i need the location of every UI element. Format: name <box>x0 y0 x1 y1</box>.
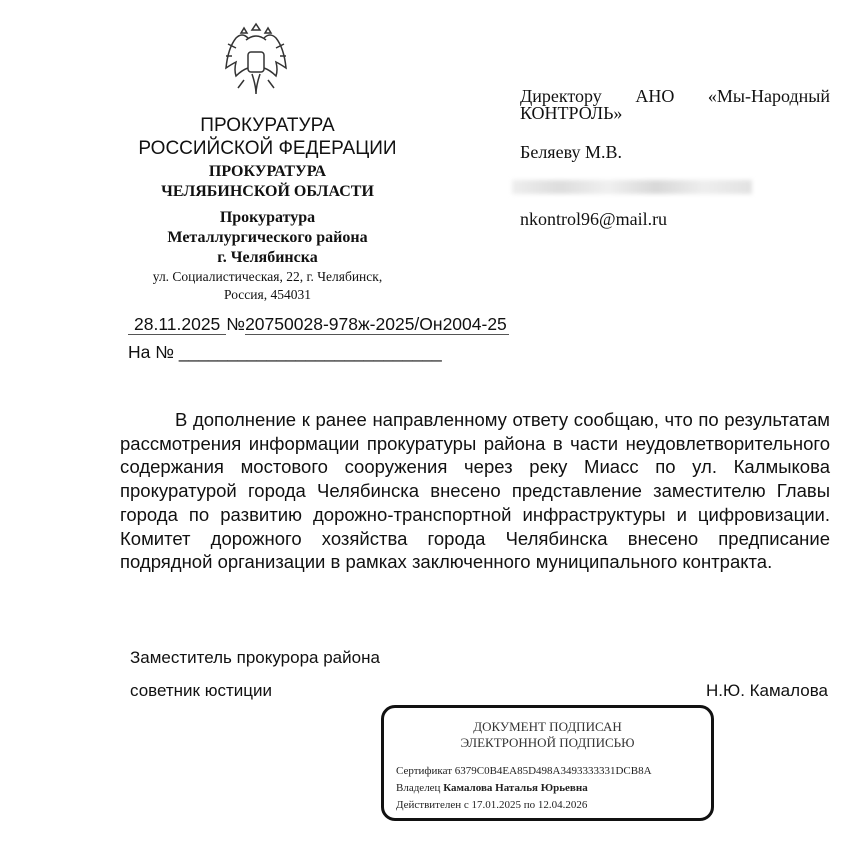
sender-line: Металлургического района <box>167 229 368 246</box>
owner-label: Владелец <box>396 782 441 794</box>
sender-line: РОССИЙСКОЙ ФЕДЕРАЦИИ <box>138 138 397 159</box>
sender-line: ПРОКУРАТУРА <box>200 115 335 136</box>
reply-blank: ___________________________ <box>178 342 442 362</box>
sender-line: ПРОКУРАТУРА <box>208 163 327 180</box>
certificate-owner: Камалова Наталья Юрьевна <box>443 782 588 794</box>
letter-number: 20750028-978ж-2025/Он2004-25 <box>245 314 507 334</box>
reply-label: На № <box>128 342 175 362</box>
cert-label: Сертификат <box>396 765 452 777</box>
electronic-signature-stamp <box>381 705 714 821</box>
letter-date: 28.11.2025 <box>128 314 226 335</box>
signer-rank: советник юстиции <box>130 681 272 700</box>
signer-position: Заместитель прокурора района <box>130 648 380 667</box>
redacted-address <box>512 180 752 194</box>
valid-to-label: по <box>523 799 536 811</box>
sender-line: ЧЕЛЯБИНСКОЙ ОБЛАСТИ <box>161 183 374 200</box>
reference-line <box>128 314 509 335</box>
sender-line: Прокуратура <box>219 209 316 226</box>
stamp-title: ЭЛЕКТРОННОЙ ПОДПИСЬЮ <box>460 735 635 750</box>
russian-coat-of-arms-icon <box>222 18 290 100</box>
number-label: № <box>226 314 246 334</box>
signer-name: Н.Ю. Камалова <box>706 681 828 700</box>
reply-reference <box>128 342 442 363</box>
certificate-number: 6379C0B4EA85D498A3493333331DCB8A <box>454 765 652 777</box>
valid-to: 12.04.2026 <box>537 799 588 811</box>
sender-address: Россия, 454031 <box>224 287 311 302</box>
sender-block <box>120 114 415 160</box>
letter-body: В дополнение к ранее направленному ответу сообщаю, что по результатам рассмотрения информации прокуратуры района в части неудовлетворительного содержания мостового сооружения через реку Миасс по ул. Калмыкова прокуратурой города Челябинска внесено представление заместителю Главы города по развитию дорожно-транспортной инфраструктуры и цифровизации. Комитет дорожного хозяйства города Челябинска внесено предписание подрядной организации в рамках заключенного муниципального контракта. <box>120 409 830 573</box>
recipient-name: Беляеву М.В. <box>520 142 622 162</box>
sender-line: г. Челябинска <box>217 249 318 266</box>
recipient-email: nkontrol96@mail.ru <box>520 209 668 229</box>
stamp-title: ДОКУМЕНТ ПОДПИСАН <box>473 719 622 734</box>
valid-from: 17.01.2025 <box>471 799 522 811</box>
sender-address: ул. Социалистическая, 22, г. Челябинск, <box>152 269 383 284</box>
recipient-title: Директору АНО «Мы-Народный КОНТРОЛЬ» <box>520 86 830 123</box>
valid-label: Действителен с <box>396 799 469 811</box>
